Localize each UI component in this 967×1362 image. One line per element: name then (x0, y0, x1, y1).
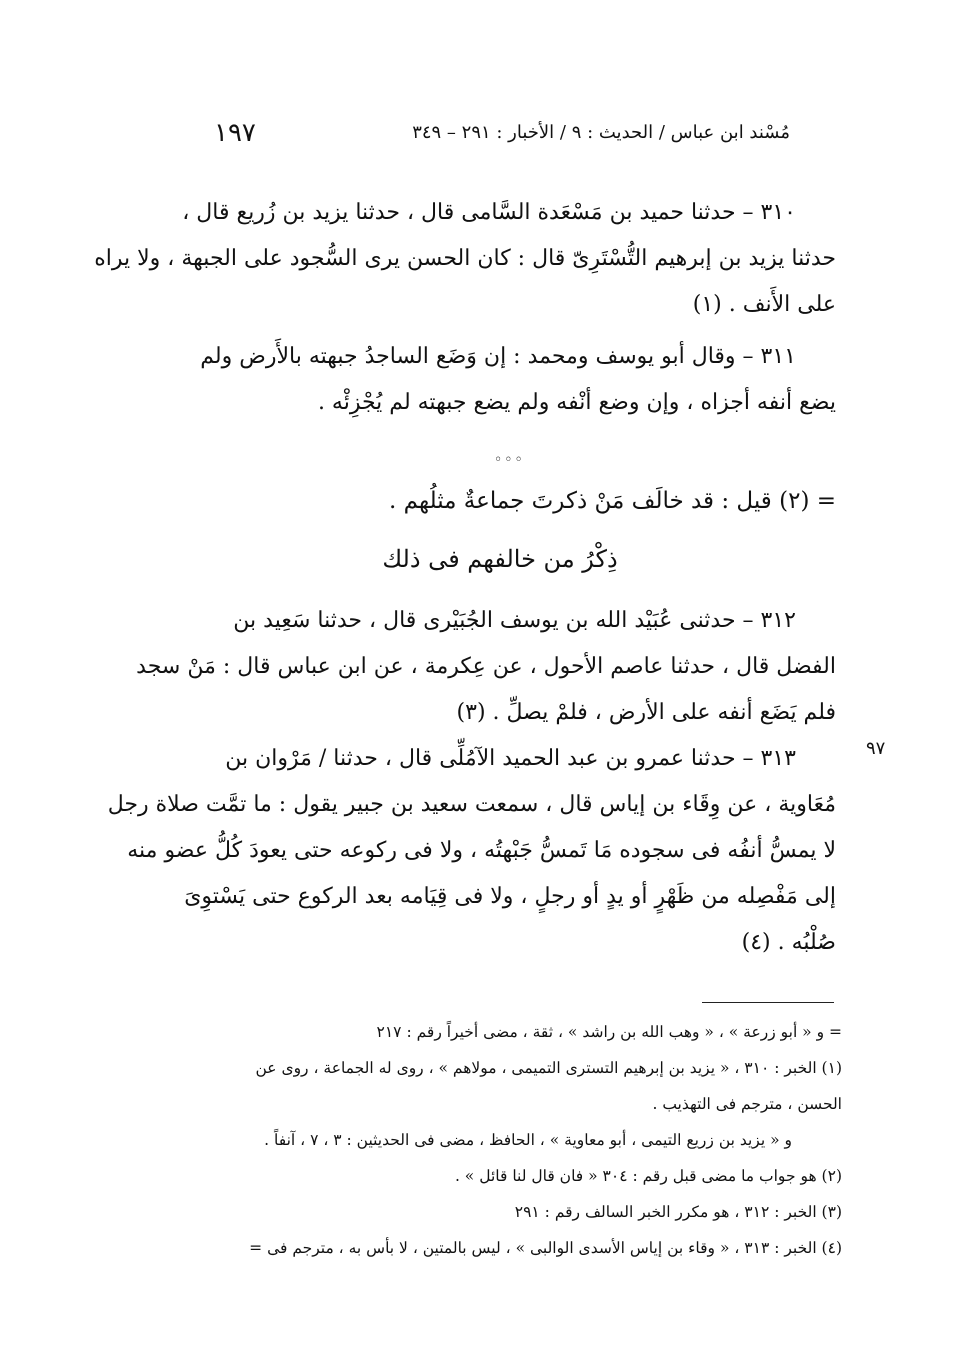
footnote-line: = و « أبو زرعة » ، « وهب الله بن راشد » ، ثقة ، مضى أخيراً رقم : ٢١٧ (376, 1023, 842, 1041)
text-line: ٣١١ – وقال أبو يوسف ومحمد : إن وَضَع الساجدُ جبهته بالأَرض ولم (200, 344, 796, 369)
text-line: إلى مَفْصِله من ظَهْرٍ أو يدٍ أو رجلٍ ، ولا فى قِيَامه بعد الركوع حتى يَسْتوِىَ (184, 884, 836, 909)
footnote-line: و « يزيد بن زريع التيمى ، أبو معاوية » ، الحافظ ، مضى فى الحديثين : ٣ ، ٧ ، آنفاً . (264, 1131, 792, 1149)
footnote-line: (٣) الخبر : ٣١٢ ، هو مكرر الخبر السالف رقم : ٢٩١ (514, 1203, 842, 1221)
text-line: ٣١٢ – حدثنى عُبَيْد الله بن يوسف الجُبَيْرى قال ، حدثنا سَعِيد بن (233, 608, 796, 633)
section-heading: ذِكْرُ من خالفهم فى ذلك (382, 545, 618, 573)
footnote-line: (١) الخبر : ٣١٠ ، « يزيد بن إبرهيم التسترى التميمى ، مولاهم » ، روى له الجماعة ، روى عن (255, 1059, 842, 1077)
text-line: ٣١٣ – حدثنا عمرو بن عبد الحميد الآمُلِّى قال ، حدثنا / مَرْوان بن (225, 746, 796, 771)
running-header: مُسْند ابن عباس / الحديث : ٩ / الأخبار : ٢٩١ – ٣٤٩ (412, 122, 790, 143)
continuation-text: = (٢) قيل : قد خالَف مَنْ ذكرتَ جماعةٌ مثلُهم . (389, 488, 836, 514)
footnote-line: الحسن ، مترجم فى التهذيب . (652, 1095, 842, 1113)
continuation-line (182, 488, 836, 514)
text-line: ٣١٠ – حدثنا حميد بن مَسْعَدة السَّامى قال ، حدثنا يزيد بن زُريع قال ، (182, 200, 796, 225)
text-line: حدثنا يزيد بن إبرهيم التُّسْتَرِىّ قال : كان الحسن يرى السُّجود على الجبهة ، ولا يراه (94, 246, 836, 271)
text-line: مُعَاوية ، عن وِقَاء بن إياس قال ، سمعت سعيد بن جبير يقول : ما تمَّت صلاة رجل (107, 792, 836, 817)
footnote-line: (٢) هو جواب ما مضى قبل رقم : ٣٠٤ « فان قال لنا قائل » . (454, 1167, 842, 1185)
page-number: ١٩٧ (214, 118, 256, 148)
hadith-312 (136, 598, 836, 736)
footnotes (182, 1014, 842, 1266)
hadith-310 (94, 190, 836, 328)
text-line: لا يمسُّ أنفُه فى سجوده مَا تَمسُّ جَبْهتُه ، ولا فى ركوعه حتى يعودَ كُلُّ عضو منه (127, 838, 836, 863)
text-line: يضع أنفه أجزاه ، وإن وضع أنْفه ولم يضع جبهته لم يُجْزِئْه . (317, 390, 836, 415)
margin-page-reference: ٩٧ (866, 738, 886, 759)
text-line: فلم يَضَع أنفه على الأرض ، فلمْ يصلِّ . (٣) (456, 700, 836, 725)
footnote-line: (٤) الخبر : ٣١٣ ، « وقاء بن إياس الأسدى الوالبى » ، ليس بالمتين ، لا بأس به ، مترجم فى = (249, 1239, 842, 1257)
text-line: على الأَنف . (١) (692, 292, 836, 317)
hadith-311 (182, 334, 836, 426)
text-line: صُلْبُه . (٤) (741, 930, 836, 955)
section-separator: ◦◦◦ (494, 452, 525, 468)
footnote-rule (702, 1002, 834, 1003)
text-line: الفضل قال ، حدثنا عاصم الأحول ، عن عِكرمة ، عن ابن عباس قال : مَنْ سجد (136, 654, 836, 679)
hadith-313 (107, 736, 836, 966)
